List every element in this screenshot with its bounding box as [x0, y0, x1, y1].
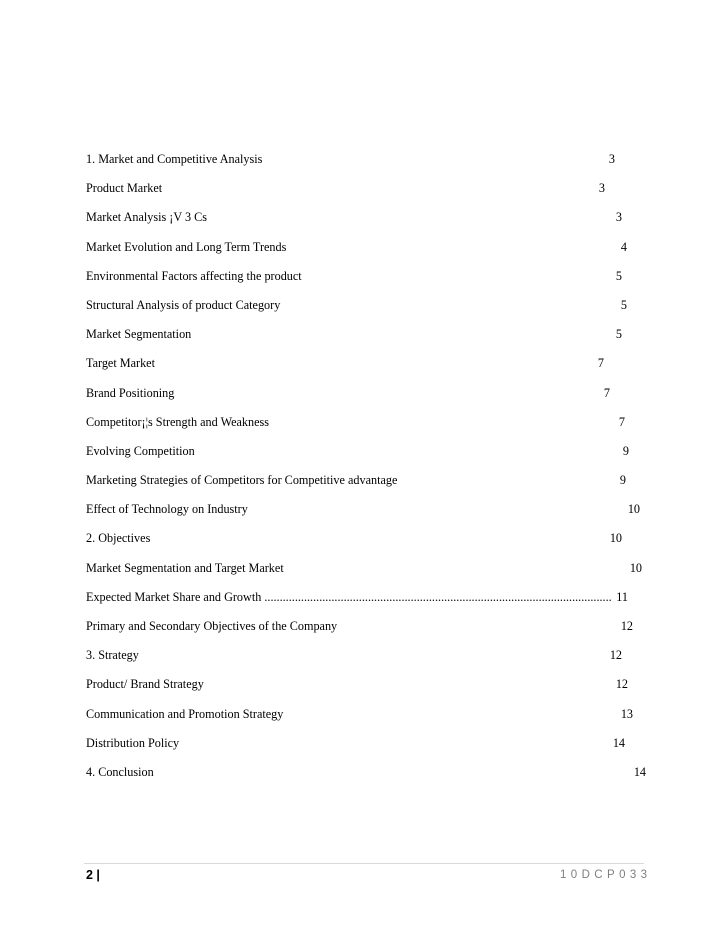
- toc-entry-title: Expected Market Share and Growth ..................................................................................................................: [86, 589, 612, 604]
- toc-entry[interactable]: [86, 208, 646, 237]
- toc-entry-page-number: 3: [615, 210, 622, 225]
- footer-page-number: 2 |: [86, 868, 100, 882]
- toc-entry-title: Primary and Secondary Objectives of the Company: [86, 619, 338, 633]
- toc-entry[interactable]: [86, 734, 646, 763]
- toc-entry-title: 4. Conclusion: [86, 764, 154, 779]
- toc-entry-title: Competitor¡¦s Strength and Weakness: [86, 414, 270, 429]
- toc-entry-page-number: 9: [622, 443, 629, 458]
- toc-entry[interactable]: [86, 179, 646, 208]
- toc-entry[interactable]: [86, 763, 646, 792]
- toc-entry[interactable]: [86, 296, 646, 325]
- toc-entry-title: Target Market: [86, 356, 155, 371]
- toc-entry-page-number: 4: [620, 239, 627, 254]
- toc-entry-page-number: 12: [609, 648, 622, 663]
- toc-entry-title: 2. Objectives: [86, 531, 151, 546]
- toc-entry-page-number: 7: [597, 356, 604, 371]
- toc-entry-page-number: 14: [612, 735, 625, 750]
- toc-entry-title: Distribution Policy: [86, 735, 180, 750]
- toc-entry-page-number: 12: [615, 677, 628, 692]
- toc-entry-title: Product/ Brand Strategy: [86, 677, 204, 692]
- toc-entry-page-number: 10: [609, 531, 622, 546]
- toc-entry[interactable]: [86, 354, 646, 383]
- toc-entry-title: Market Evolution and Long Term Trends: [86, 239, 287, 254]
- toc-entry[interactable]: [86, 529, 646, 558]
- footer-divider: [84, 863, 644, 864]
- toc-entry-page-number: 10: [627, 502, 640, 517]
- table-of-contents: [86, 150, 646, 792]
- toc-entry-title: Market Segmentation: [86, 327, 192, 342]
- toc-entry-title: Brand Positioning: [86, 385, 175, 400]
- toc-entry[interactable]: [86, 675, 646, 704]
- toc-entry[interactable]: [86, 705, 646, 734]
- toc-entry[interactable]: [86, 442, 646, 471]
- toc-entry[interactable]: [86, 413, 646, 442]
- footer-document-code: 10DCP033: [560, 869, 652, 881]
- toc-entry-page-number: 3: [608, 152, 615, 166]
- toc-entry-title: Evolving Competition: [86, 443, 195, 458]
- toc-entry-title: Market Analysis ¡V 3 Cs: [86, 210, 207, 225]
- toc-entry-title: Marketing Strategies of Competitors for Competitive advantage: [86, 473, 398, 488]
- toc-entry-page-number: 3: [598, 181, 605, 196]
- toc-entry-title: 3. Strategy: [86, 648, 139, 663]
- toc-entry-title: Product Market: [86, 181, 163, 196]
- toc-entry-page-number: 14: [633, 764, 646, 779]
- toc-entry[interactable]: [86, 150, 646, 179]
- toc-entry-page-number: 5: [620, 297, 627, 312]
- toc-entry[interactable]: [86, 238, 646, 267]
- toc-entry[interactable]: [86, 646, 646, 675]
- toc-entry[interactable]: [86, 384, 646, 413]
- toc-entry-page-number: 5: [615, 268, 622, 283]
- toc-entry-title: Effect of Technology on Industry: [86, 502, 248, 517]
- toc-entry-page-number: 9: [619, 473, 626, 488]
- toc-entry-title: Environmental Factors affecting the product: [86, 268, 302, 283]
- toc-entry[interactable]: [86, 325, 646, 354]
- toc-entry-title: Communication and Promotion Strategy: [86, 706, 284, 721]
- toc-entry[interactable]: [86, 267, 646, 296]
- toc-entry-page-number: 5: [615, 327, 622, 342]
- toc-entry-page-number: 10: [629, 560, 642, 575]
- toc-entry-page-number: 13: [620, 706, 633, 721]
- toc-entry-title: Structural Analysis of product Category: [86, 297, 281, 312]
- toc-entry[interactable]: [86, 500, 646, 529]
- toc-entry-title: 1. Market and Competitive Analysis: [86, 152, 263, 166]
- toc-entry[interactable]: [86, 617, 646, 646]
- toc-entry[interactable]: [86, 471, 646, 500]
- toc-entry-page-number: 12: [620, 619, 633, 633]
- toc-entry-page-number: 7: [618, 414, 625, 429]
- toc-entry[interactable]: [86, 559, 646, 588]
- toc-entry-page-number: 11: [616, 589, 628, 604]
- toc-entry-page-number: 7: [603, 385, 610, 400]
- toc-entry-title: Market Segmentation and Target Market: [86, 560, 284, 575]
- toc-entry[interactable]: [86, 588, 646, 617]
